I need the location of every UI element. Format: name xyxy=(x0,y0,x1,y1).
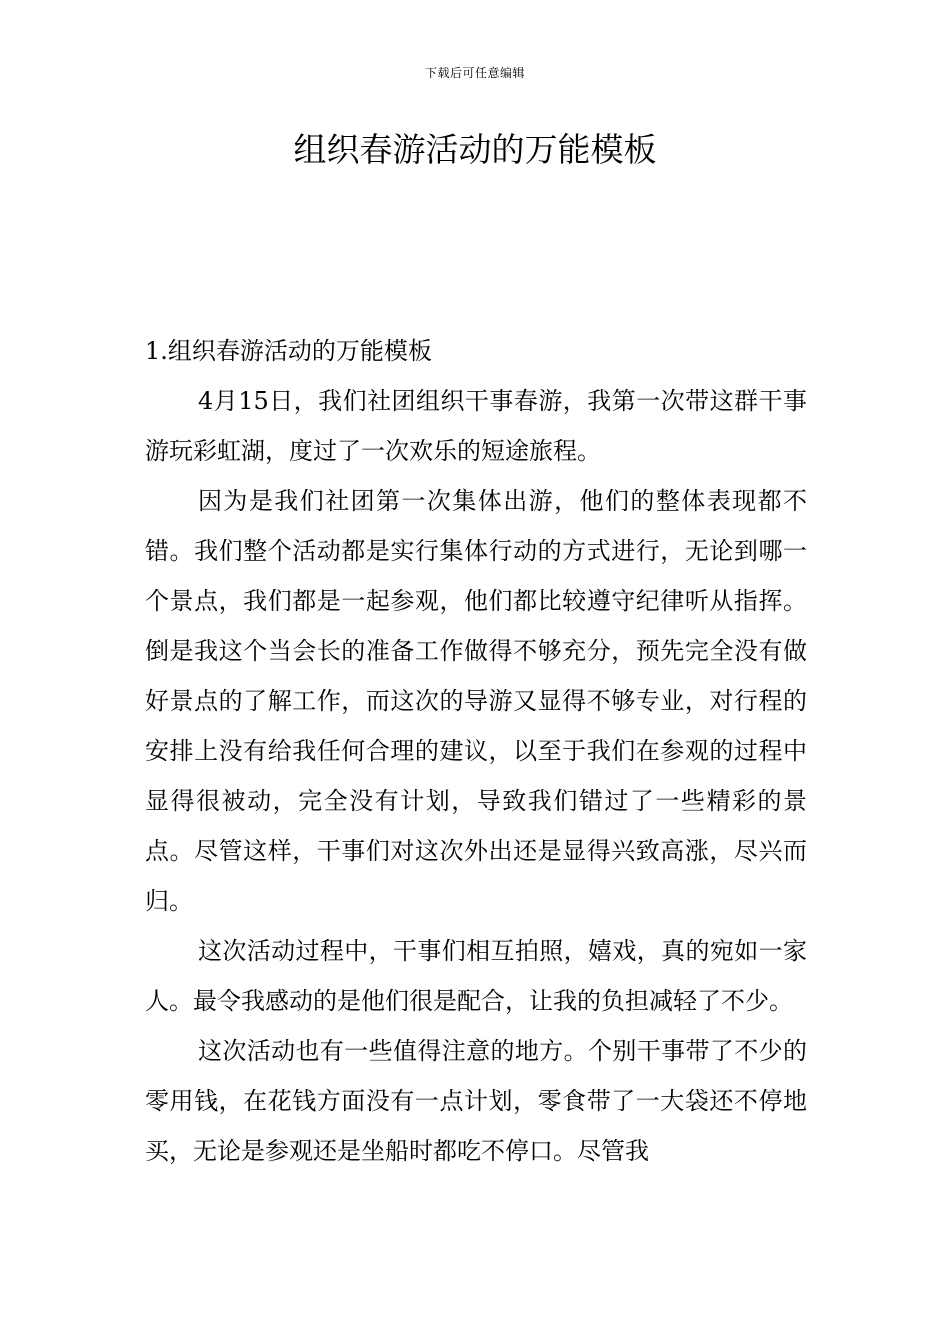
paragraph-2: 因为是我们社团第一次集体出游，他们的整体表现都不错。我们整个活动都是实行集体行动的方式进行，无论到哪一个景点，我们都是一起参观，他们都比较遵守纪律听从指挥。倒是我这个当会长的准备工作做得不够充分，预先完全没有做好景点的了解工作，而这次的导游又显得不够专业，对行程的安排上没有给我任何合理的建议，以至于我们在参观的过程中显得很被动，完全没有计划，导致我们错过了一些精彩的景点。尽管这样，干事们对这次外出还是显得兴致高涨，尽兴而归。 xyxy=(145,487,807,915)
header-note: 下载后可任意编辑 xyxy=(424,66,525,80)
document-title: 组织春游活动的万能模板 xyxy=(293,130,657,169)
document-body xyxy=(145,326,807,1176)
paragraph-3: 这次活动过程中，干事们相互拍照，嬉戏，真的宛如一家人。最令我感动的是他们很是配合，让我的负担减轻了不少。 xyxy=(145,937,807,1015)
paragraph-1: 4月15日，我们社团组织干事春游，我第一次带这群干事游玩彩虹湖，度过了一次欢乐的短途旅程。 xyxy=(145,387,807,465)
section-heading: 1.组织春游活动的万能模板 xyxy=(145,337,432,365)
paragraph-4: 这次活动也有一些值得注意的地方。个别干事带了不少的零用钱，在花钱方面没有一点计划，零食带了一大袋还不停地买，无论是参观还是坐船时都吃不停口。尽管我 xyxy=(145,1037,807,1165)
